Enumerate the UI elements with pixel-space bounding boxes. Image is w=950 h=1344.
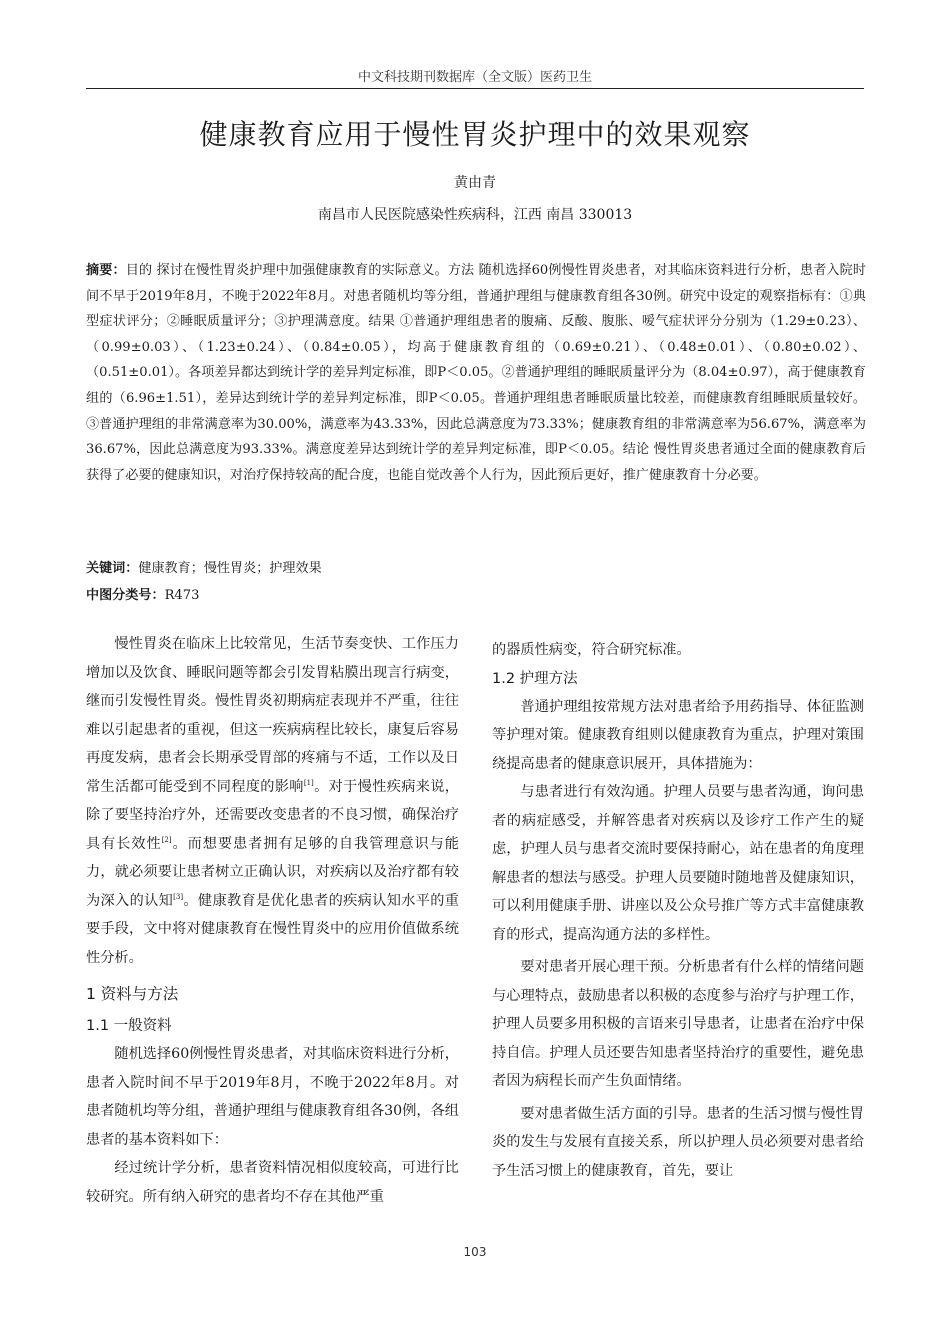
abstract xyxy=(86,258,866,488)
author-affiliation: 南昌市人民医院感染性疾病科，江西 南昌 330013 xyxy=(317,207,633,223)
keywords-label: 关键词： xyxy=(86,561,139,576)
method-paragraph-4: 要对患者做生活方面的引导。患者的生活习惯与慢性胃炎的发生与发展有直接关系，所以护理人员必须要对患者给予生活习惯上的健康教育，首先，要让 xyxy=(492,1105,864,1179)
left-column xyxy=(86,630,459,1211)
intro-text-3: 。而想要患者拥有足够的自我管理意识与能力，就必须要让患者树立正确认识，对疾病以及治疗都有较为深入的认知 xyxy=(86,835,459,909)
section-heading-1: 1 资料与方法 xyxy=(86,985,179,1003)
section-heading-1-2: 1.2 护理方法 xyxy=(492,670,578,687)
keywords xyxy=(86,556,866,581)
journal-header: 中文科技期刊数据库（全文版）医药卫生 xyxy=(357,70,592,85)
abstract-label: 摘要： xyxy=(86,263,126,278)
keywords-text: 健康教育；慢性胃炎；护理效果 xyxy=(138,561,322,576)
method-paragraph-3: 要对患者开展心理干预。分析患者有什么样的情绪问题与心理特点，鼓励患者以积极的态度参与治疗与护理工作，护理人员要多用积极的言语来引导患者，让患者在治疗中保持自信。护理人员还要告知患者坚持治疗的重要性，避免患者因为病程长而产生负面情绪。 xyxy=(492,959,864,1089)
page-number: 103 xyxy=(463,1245,487,1259)
general-paragraph-1: 随机选择60例慢性胃炎患者，对其临床资料进行分析，患者入院时间不早于2019年8月，不晚于2022年8月。对患者随机均等分组，普通护理组与健康教育组各30例，各组患者的基本资料如下： xyxy=(86,1046,459,1148)
author-name: 黄由青 xyxy=(454,175,496,191)
intro-text-2: 。对于慢性疾病来说，除了要坚持治疗外，还需要改变患者的不良习惯，确保治疗具有长效性 xyxy=(86,778,459,852)
classification-text: R473 xyxy=(164,588,200,603)
general-paragraph-2: 经过统计学分析，患者资料情况相似度较高，可进行比较研究。所有纳入研究的患者均不存在其他严重 xyxy=(86,1160,459,1205)
classification-label: 中图分类号： xyxy=(86,588,165,603)
article-title: 健康教育应用于慢性胃炎护理中的效果观察 xyxy=(199,118,751,151)
classification-number xyxy=(86,583,866,608)
citation-3[interactable]: [3] xyxy=(173,892,184,901)
intro-paragraph xyxy=(86,630,459,972)
abstract-text: 目的 探讨在慢性胃炎护理中加强健康教育的实际意义。方法 随机选择60例慢性胃炎患者，对其临床资料进行分析，患者入院时间不早于2019年8月，不晚于2022年8月。对患者随机均等分组，普通护理组与健康教育组各30例。研究中设定的观察指标有：①典型症状评分；②睡眠质量评分；③护理满意度。结果 ①普通护理组患者的腹痛、反酸、腹胀、嗳气症状评分分别为（1.29±0.23）、（0.99±0.03）、（1.23±0.24）、（0.84±0.05），均高于健康教育组的（0.69±0.21）、（0.48±0.01）、（0.80±0.02）、（0.51±0.01）。各项差异都达到统计学的差异判定标准，即P＜0.05。②普通护理组的睡眠质量评分为（8.04±0.97），高于健康教育组的（6.96±1.51），差异达到统计学的差异判定标准，即P＜0.05。普通护理组患者睡眠质量比较差，而健康教育组睡眠质量较好。③普通护理组的非常满意率为30.00%，满意率为43.33%，因此总满意度为73.33%；健康教育组的非常满意率为56.67%，满意率为36.67%，因此总满意度为93.33%。满意度差异达到统计学的差异判定标准，即P＜0.05。结论 慢性胃炎患者通过全面的健康教育后获得了必要的健康知识，对治疗保持较高的配合度，也能自觉改善个人行为，因此预后更好，推广健康教育十分必要。 xyxy=(86,263,867,483)
general-paragraph-2-continued: 的器质性病变，符合研究标准。 xyxy=(492,642,691,658)
intro-text-1: 慢性胃炎在临床上比较常见，生活节奏变快、工作压力增加以及饮食、睡眠问题等都会引发胃粘膜出现言行病变，继而引发慢性胃炎。慢性胃炎初期病症表现并不严重，往往难以引起患者的重视，但这一疾病病程比较长，康复后容易再度发病，患者会长期承受胃部的疼痛与不适，工作以及日常生活都可能受到不同程度的影响 xyxy=(86,636,459,795)
method-paragraph-2: 与患者进行有效沟通。护理人员要与患者沟通，询问患者的病症感受，并解答患者对疾病以及诊疗工作产生的疑虑，护理人员与患者交流时要保持耐心，站在患者的角度理解患者的想法与感受。护理人员要随时随地普及健康知识，可以利用健康手册、讲座以及公众号推广等方式丰富健康教育的形式，提高沟通方法的多样性。 xyxy=(492,784,864,943)
method-paragraph-1: 普通护理组按常规方法对患者给予用药指导、体征监测等护理对策。健康教育组则以健康教育为重点，护理对策围绕提高患者的健康意识展开，具体措施为： xyxy=(492,698,864,772)
citation-1[interactable]: [1] xyxy=(303,778,314,787)
header-divider xyxy=(86,88,864,89)
intro-text-4: 。健康教育是优化患者的疾病认知水平的重要手段，文中将对健康教育在慢性胃炎中的应用价值做系统性分析。 xyxy=(86,892,459,966)
citation-2[interactable]: [2] xyxy=(161,835,172,844)
section-heading-1-1: 1.1 一般资料 xyxy=(86,1018,172,1034)
right-column xyxy=(492,636,864,1185)
